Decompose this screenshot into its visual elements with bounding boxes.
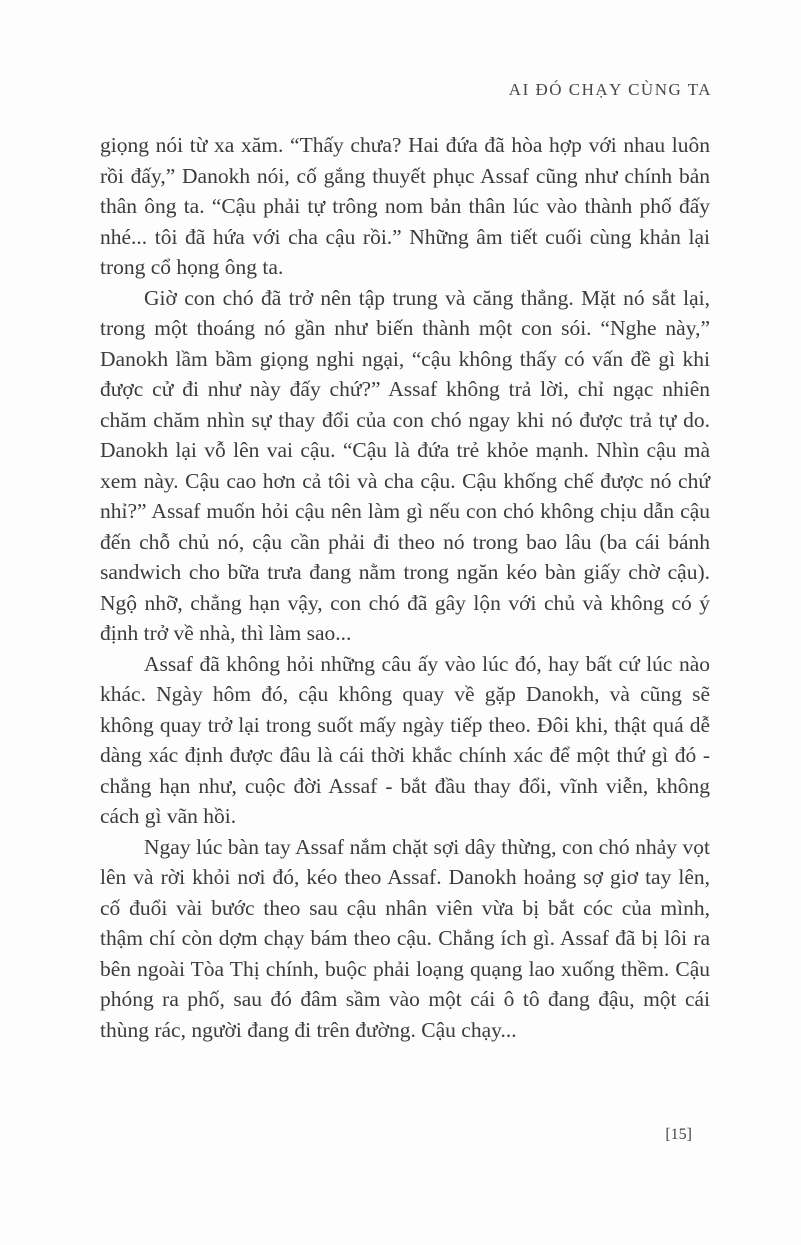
paragraph: Assaf đã không hỏi những câu ấy vào lúc đó, hay bất cứ lúc nào khác. Ngày hôm đó, cậu không quay về gặp Danokh, và cũng sẽ không quay trở lại trong suốt mấy ngày tiếp theo. Đôi khi, thật quá dễ dàng xác định được đâu là cái thời khắc chính xác để một thứ gì đó - chẳng hạn như, cuộc đời Assaf - bắt đầu thay đổi, vĩnh viễn, không cách gì vãn hồi.: [100, 651, 710, 828]
paragraph: Ngay lúc bàn tay Assaf nắm chặt sợi dây thừng, con chó nhảy vọt lên và rời khỏi nơi đó, kéo theo Assaf. Danokh hoảng sợ giơ tay lên, cố đuổi vài bước theo sau cậu nhân viên vừa bị bắt cóc của mình, thậm chí còn dợm chạy bám theo cậu. Chẳng ích gì. Assaf đã bị lôi ra bên ngoài Tòa Thị chính, buộc phải loạng quạng lao xuống thềm. Cậu phóng ra phố, sau đó đâm sầm vào một cái ô tô đang đậu, một cái thùng rác, người đang đi trên đường. Cậu chạy...: [100, 834, 710, 1042]
paragraph: giọng nói từ xa xăm. “Thấy chưa? Hai đứa đã hòa hợp với nhau luôn rồi đấy,” Danokh nói, cố gắng thuyết phục Assaf cũng như chính bản thân ông ta. “Cậu phải tự trông nom bản thân lúc vào thành phố đấy nhé... tôi đã hứa với cha cậu rồi.” Những âm tiết cuối cùng khản lại trong cổ họng ông ta.: [100, 133, 710, 279]
page-number: [15]: [665, 1126, 692, 1143]
paragraph: Giờ con chó đã trở nên tập trung và căng thẳng. Mặt nó sắt lại, trong một thoáng nó gần như biến thành một con sói. “Nghe này,” Danokh lầm bầm giọng nghi ngại, “cậu không thấy có vấn đề gì khi được cử đi như này đấy chứ?” Assaf không trả lời, chỉ ngạc nhiên chăm chăm nhìn sự thay đổi của con chó ngay khi nó được trả tự do. Danokh lại vỗ lên vai cậu. “Cậu là đứa trẻ khỏe mạnh. Nhìn cậu mà xem này. Cậu cao hơn cả tôi và cha cậu. Cậu khống chế được nó chứ nhỉ?” Assaf muốn hỏi cậu nên làm gì nếu con chó không chịu dẫn cậu đến chỗ chủ nó, cậu cần phải đi theo nó trong bao lâu (ba cái bánh sandwich cho bữa trưa đang nằm trong ngăn kéo bàn giấy chờ cậu). Ngộ nhỡ, chẳng hạn vậy, con chó đã gây lộn với chủ và không có ý định trở về nhà, thì làm sao...: [100, 285, 710, 645]
running-header: AI ĐÓ CHẠY CÙNG TA: [508, 80, 712, 99]
page-body: [100, 130, 710, 1045]
